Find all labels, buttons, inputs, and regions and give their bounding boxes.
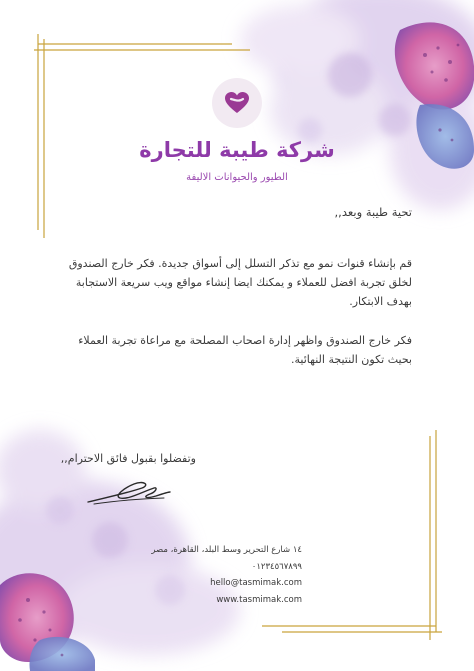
signature-icon [84,474,174,508]
contact-address: ١٤ شارع التحرير وسط البلد، القاهرة، مصر [151,545,302,555]
paragraph-1-line: بهدف الابتكار. [349,295,412,308]
paragraph-1-line: قم بإنشاء قنوات نمو مع تذكر التسلل إلى أسواق جديدة. فكر خارج الصندوق [68,257,412,270]
letter-paragraph-2 [78,331,412,369]
company-name: شركة طيبة للتجارة [139,138,335,162]
contact-email[interactable]: hello@tasmimak.com [210,578,302,588]
letter-greeting: تحية طيبة وبعد,, [334,205,412,219]
letter-paragraph-1 [69,254,412,311]
company-logo [212,78,262,128]
paragraph-2-line: فكر خارج الصندوق واظهر إدارة اصحاب المصلحة مع مراعاة تجربة العملاء [78,334,412,347]
company-tagline: الطيور والحيوانات الاليفة [186,172,288,183]
letter-closing: وتفضلوا بقبول فائق الاحترام,, [60,452,196,465]
heart-icon [224,91,250,115]
contact-website[interactable]: www.tasmimak.com [216,595,302,605]
paragraph-1-line: لخلق تجربة افضل للعملاء و يمكنك ايضا إنشاء مواقع ويب سريعة الاستجابة [75,276,412,289]
paragraph-2-line: بحيث تكون النتيجة النهائية. [291,353,412,366]
contact-phone: ٠١٢٣٤٥٦٧٨٩٩ [251,562,302,572]
